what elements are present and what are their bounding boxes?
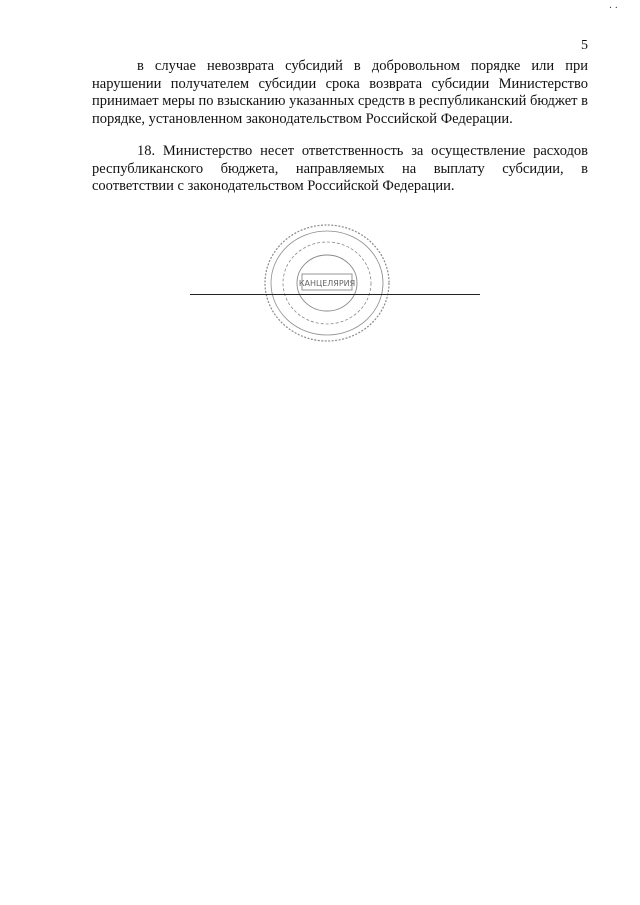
office-stamp [262,222,392,344]
paragraph-continuation [92,58,588,128]
page-number: 5 [581,38,588,53]
paragraph-text-1: в случае невозврата субсидий в добровольном порядке или при нарушении получателем субсидии срока возврата субсидии Министерство принимает меры по взысканию указанных средств в республиканский бюджет в порядке, установленном законодательством Российской Федерации. [92,58,588,127]
corner-marks: · · [608,3,618,14]
paragraph-18 [92,143,588,196]
stamp-center-label: КАНЦЕЛЯРИЯ [298,279,356,288]
stamp-seal-graphic [262,222,392,344]
signature-line [190,294,480,295]
paragraph-text-2: 18. Министерство несет ответственность за осуществление расходов республиканского бюджета, направляемых на выплату субсидии, в соответствии с законодательством Российской Федерации. [92,143,588,194]
